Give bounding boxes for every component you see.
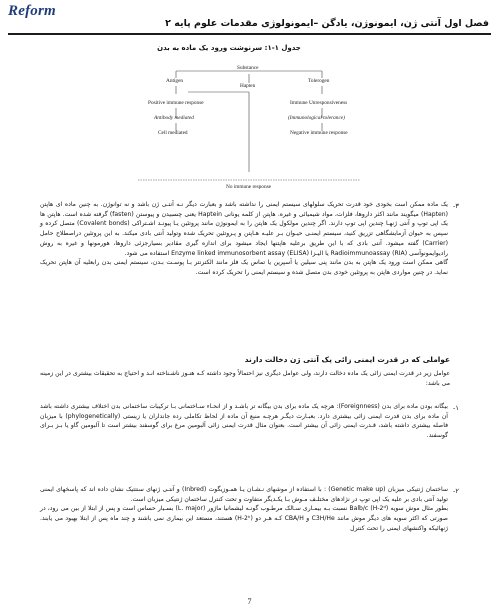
diagram-root-label: Substance [237,65,259,71]
diagram-connectors [126,62,372,194]
diagram-cell-mediated-label: Cell mediated [158,130,188,136]
publisher-logo: Reform [8,3,56,19]
factor-2-number: -۲ [453,487,459,495]
table-caption: جدول ۱-۱: سرنوشت ورود یک ماده به بدن [157,44,301,52]
factor-2-paragraph [40,485,448,534]
header-rule [8,33,491,35]
hapten-paragraph-text-2: گاهی ممکن است ورود یک هاپتن به بدن مانند پنی سیلین یا آسپرین یا تماس یک فلز مانند الکترنتر بـا پوسـت بـدن، سیستم ایمنی بدن رابعلیه آن هاپتن تحریک نماید. در چنین مواردی هاپتن به پروتئین خودی بدن متصل شده و سیستم ایمنی را تحریک کرده است. [40,259,448,276]
factor-1-text: بیگانه بودن ماده برای بدن (Foreignness): هرچه یک ماده برای بدن بیگانه تر باشـد و از انحـاء سـاختمانی بـا ترکیبات ساختمانی بدن اختلاف بیشتری داشته باشد آن ماده برای بدن قدرت ایمنی زائی بیشتری دارد. بعبـارت دیگـر هرچـه منبع آن ماده از لحاظ تکاملی رده جانداران یا زیستی (phylogenetically) با میزبان فاصله بیشتری داشته باشد، قـدرت ایمنی زائی آن بیشتر است. بعنوان مثال قدرت ایمنی زائی آلبومین مرغ برای گوسفند بیشتر است تا آلبومین گاو یا بـز بـرای گوسفند. [40,403,448,440]
paragraph-number: -۳ [453,202,459,210]
diagram-antibody-mediated-label: Antibody mediated [154,115,194,121]
factor-2-text: ساختمان ژنتیکی میزبان (Genetic make up) : با استفاده از موشهای نـشـان یـا همـوزیگوت (Inbred) و آنتـی ژنهای سنتتیک نشان داده اند که پاسخهای ایمنی تولید آنتی بادی بر علیه یک اپی توپ در نژادهای مختلـف مـوش بـا یکـدیگر متفاوت و تحت کنترل ساختمان ژنتیکی میزبان است. [40,486,448,503]
diagram-positive-response-label: Positive immune response [148,100,204,106]
diagram-antigen-label: Antigen [166,78,184,84]
page-number: 7 [247,597,252,606]
substance-fate-diagram [126,62,372,194]
factor-1-number: -۱ [453,404,459,412]
diagram-negative-response-label: Negative immune response [290,130,348,136]
section-heading: عواملی که در قدرت ایمنی زائی یک آنتی ژن دخالت دارند [244,355,450,364]
diagram-hapten-label: Hapten [240,83,256,89]
hapten-paragraph [40,200,448,278]
factor-2-text-2: بطور مثال موش سویه Balb/c (H-2ᵈ) نسبت بـه بیمـاری سـالک مرطـوب گونـه لیشمانیا ماژور (L. major) بسـیار حساس است و پس از ابتلا از بین می رود، در صورتی که اکثر سویه های دیگر موش مانند C3H/He و CBA/H کـه هـر دو (H-2ᵏ) هستند، مستعد این بیماری نمی باشند و چند ماه پس از ابتلا بهبود می یابند. ژنهائیکه واکنشهای ایمنی را تحت کنترل [40,505,449,532]
diagram-unresponsiveness-label: Immune Unresponsiveness [290,100,348,106]
section-intro-text: عوامل زیر در قدرت ایمنی زائی یک ماده دخالت دارند، ولی عوامل دیگری نیز احتمالاً وجود داشته کـه هنـوز ناشـناخته انـد و احتیاج به تحقیقات بیشتری در این زمینه می باشد: [40,370,450,387]
section-intro [40,369,450,388]
factor-1-paragraph [40,402,448,441]
hapten-paragraph-text: یک ماده ممکن است بخودی خود قدرت تحریک سلولهای سیستم ایمنی را نداشته باشد و بعبارت دیگر نـه آنتـی ژن باشد و نه توانوژن. به چنین ماده ای هاپتن (Hapten) میگویند مانند اکثر داروها، فلزات، مواد شیمیائی و غیره. هاپتن از کلمه یونانی Haptein یعنی چسبیدن و پیوستن (fasten) گرفته شده است. هاپتن ها یک اپی توپ و آنتی ژنهـا چندین اپی توپ دارند. اگر چندین مولکول یک هاپتن را به ایمونوژن مانند پروتئین یـا پیونـد اشـتراکی (Covalent bonds) متصل کرده و سپس به حیوان آزمایشگاهی تزریق کنید، سیستم ایمنـی حیـوان بـر علیـه هـاپتن و پـروتئین تحریک شده وتولید آنتی بادی میکند. به این پروتئین دراصطلاح حامل (Carrier) گفته میشود. آنتی بادی که با این طریق برعلیه هاپتنها ایجاد میشود برای اندازه گیری مقادیر بسیارجزئی داروها، هورمونها و غیره به روش رادیوایمونوآسی (RIA) Radioimmunoassay یا الیـزا (ELISA) Enzyme linked immunosorbent assay استفاده می شود. [40,201,448,257]
chapter-title: فصل اول آنتی ژن، ایمونوژن، یادگن –ایمونولوژی مقدمات علوم پایه ۲ [165,18,489,29]
diagram-tolerance-label: (Immunological tolerance) [288,115,345,121]
diagram-no-response-label: No immune response [226,184,272,190]
diagram-tolerogen-label: Tolerogen [308,78,330,84]
